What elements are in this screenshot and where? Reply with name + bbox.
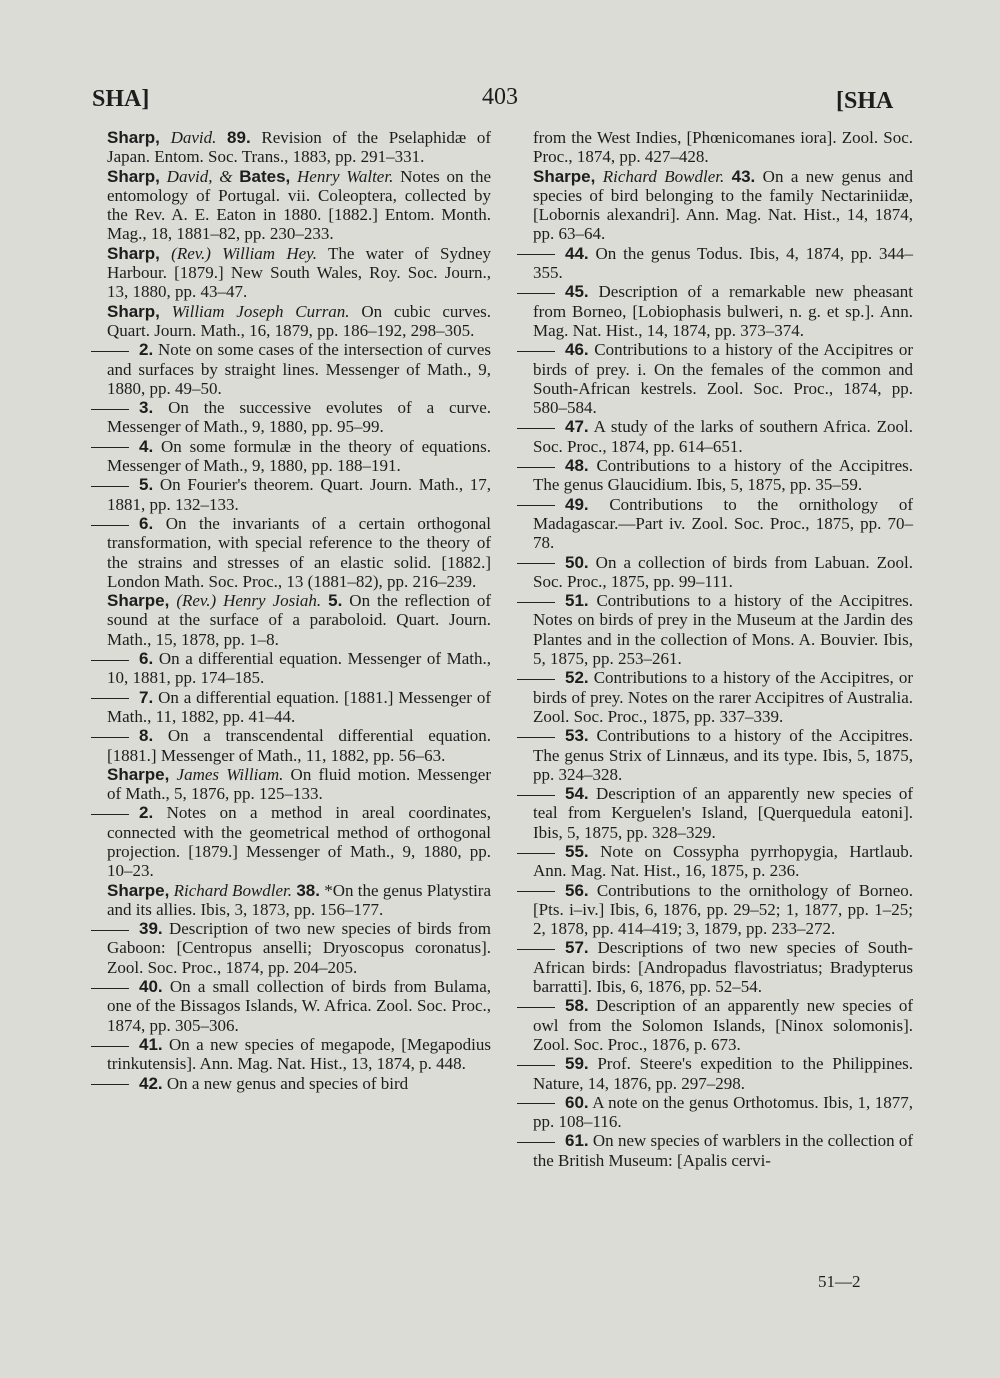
entry-text: A note on the genus Orthotomus. Ibis, 1, 1877, pp. 108–116. xyxy=(533,1092,913,1132)
ditto-dash xyxy=(91,525,129,526)
entry-text: Contributions to a history of the Accipitres. Notes on birds of prey in the Museum at the Jardin des Plantes and in the collection of Mons. A. Bouvier. Ibis, 5, 1875, pp. 253–261. xyxy=(533,591,913,669)
author-forenames: David, & xyxy=(166,166,233,186)
entry-number: 89. xyxy=(227,128,251,147)
entry-number: 2. xyxy=(139,340,154,360)
author-surname: Sharpe, xyxy=(107,591,170,611)
entry-text: On cubic curves. Quart. Journ. Math., 16, 1879, pp. 186–192, 298–305. xyxy=(107,301,492,340)
ditto-dash xyxy=(517,795,555,796)
entry-number: 48. xyxy=(565,456,589,476)
running-head-left: SHA] xyxy=(92,86,150,112)
signature-mark: 51—2 xyxy=(818,1272,861,1291)
entry-text: On some formulæ in the theory of equations. Messenger of Math., 9, 1880, pp. 188–191. xyxy=(107,436,491,476)
bibliography-entry xyxy=(107,591,491,649)
entry-text: On a new genus and species of bird belonging to the family Nectariniidæ, [Lobornis alexandri]. Ann. Mag. Nat. Hist., 14, 1874, pp. 63–64. xyxy=(533,166,914,244)
ditto-dash xyxy=(517,467,555,468)
bibliography-entry xyxy=(533,128,913,167)
entry-text: On a differential equation. Messenger of Math., 10, 1881, pp. 174–185. xyxy=(107,649,491,688)
bibliography-entry xyxy=(107,688,491,727)
bibliography-entry xyxy=(533,244,913,283)
entry-number: 60. xyxy=(565,1092,589,1112)
entry-text: On the successive evolutes of a curve. Messenger of Math., 9, 1880, pp. 95–99. xyxy=(107,398,492,437)
ditto-dash xyxy=(91,814,129,815)
entry-text: Contributions to a history of the Accipitres, or birds of prey. Notes on the rarer Accipitres of Australia. Zool. Soc. Proc., 1875, pp. 337–339. xyxy=(533,668,914,726)
right-column xyxy=(533,128,913,1170)
ditto-dash xyxy=(517,602,555,603)
bibliography-entry xyxy=(107,1074,491,1093)
entry-number: 44. xyxy=(565,243,589,263)
entry-text: *On the genus Platystira and its allies. Ibis, 3, 1873, pp. 156–177. xyxy=(107,880,491,919)
entry-text: Description of two new species of birds from Gaboon: [Centropus anselli; Dryoscopus coronatus]. Zool. Soc. Proc., 1874, pp. 204–205. xyxy=(107,919,491,977)
entry-number: 5. xyxy=(139,475,154,495)
ditto-dash xyxy=(517,949,555,950)
bibliography-entry xyxy=(107,437,491,476)
entry-text: Contributions to a history of the Accipitres. The genus Strix of Linnæus, and its type. Ibis, 5, 1875, pp. 324–328. xyxy=(533,726,913,784)
ditto-dash xyxy=(517,1007,555,1008)
ditto-dash xyxy=(517,1065,555,1066)
author-surname: Sharpe, xyxy=(107,764,170,784)
entry-number: 7. xyxy=(139,687,154,707)
entry-text: On the invariants of a certain orthogonal transformation, with special reference to the theory of the strains and stresses of an elastic solid. [1882.] London Math. Soc. Proc., 13 (1881–82), pp. 216–239. xyxy=(107,513,492,591)
ditto-dash xyxy=(91,698,129,699)
ditto-dash xyxy=(517,428,555,429)
author-forenames: James William. xyxy=(176,764,284,784)
bibliography-entry xyxy=(107,128,491,167)
author-surname: Sharp, xyxy=(107,243,160,263)
bibliography-entry xyxy=(533,340,913,417)
coauthor-forenames: Henry Walter. xyxy=(297,166,394,186)
bibliography-entry xyxy=(533,726,913,784)
bibliography-entry xyxy=(107,244,491,302)
bibliography-entry xyxy=(107,340,491,398)
entry-number: 46. xyxy=(565,340,589,360)
bibliography-entry xyxy=(533,456,913,495)
entry-text: Notes on a method in areal coordinates, connected with the geometrical method of orthogonal projection. [1879.] Messenger of Math., 9, 1880, pp. 10–23. xyxy=(107,803,492,881)
bibliography-entry xyxy=(107,726,491,765)
entry-number: 8. xyxy=(139,726,154,746)
author-forenames: William Joseph Curran. xyxy=(171,301,350,321)
entry-number: 2. xyxy=(139,803,154,823)
entry-text: Contributions to the ornithology of Madagascar.—Part iv. Zool. Soc. Proc., 1875, pp. 70–78. xyxy=(533,494,913,553)
entry-text: Description of an apparently new species of owl from the Solomon Islands, [Ninox solomonis]. Zool. Soc. Proc., 1876, p. 673. xyxy=(533,996,913,1054)
bibliography-entry xyxy=(107,302,491,341)
entry-number: 43. xyxy=(731,166,756,186)
bibliography-entry xyxy=(107,649,491,688)
entry-number: 56. xyxy=(565,880,589,900)
entry-text: Notes on the entomology of Portugal. vii. Coleoptera, collected by the Rev. A. E. Eaton in 1880. [1882.] Entom. Month. Mag., 18, 1881–82, pp. 230–233. xyxy=(107,166,492,244)
bibliography-entry xyxy=(533,784,913,842)
entry-number: 52. xyxy=(565,668,589,688)
entry-number: 51. xyxy=(565,591,589,611)
entry-number: 5. xyxy=(328,591,343,611)
entry-number: 47. xyxy=(565,417,589,437)
entry-number: 45. xyxy=(565,282,589,302)
entry-text: from the West Indies, [Phœnicomanes iora]. Zool. Soc. Proc., 1874, pp. 427–428. xyxy=(533,128,913,167)
bibliography-entry xyxy=(107,475,491,514)
entry-text: Note on some cases of the intersection of curves and surfaces by straight lines. Messenger of Math., 9, 1880, pp. 49–50. xyxy=(107,340,492,398)
entry-text: On the reflection of sound at the surface of a paraboloid. Quart. Journ. Math., 15, 1878, pp. 1–8. xyxy=(107,591,492,649)
entry-number: 3. xyxy=(139,398,154,418)
bibliography-entry xyxy=(533,881,913,939)
bibliography-entry xyxy=(533,996,913,1054)
entry-text: On new species of warblers in the collection of the British Museum: [Apalis cervi- xyxy=(533,1131,914,1170)
ditto-dash xyxy=(517,737,555,738)
entry-number: 6. xyxy=(139,513,154,533)
entry-text: On fluid motion. Messenger of Math., 5, 1876, pp. 125–133. xyxy=(107,764,492,804)
author-forenames: Richard Bowdler. xyxy=(602,166,725,186)
bibliography-entry xyxy=(107,167,491,244)
bibliography-entry xyxy=(107,514,491,591)
ditto-dash xyxy=(517,563,555,564)
bibliography-entry xyxy=(533,938,913,996)
entry-text: Description of an apparently new species of teal from Kerguelen's Island, [Querquedula eatoni]. Ibis, 5, 1875, pp. 328–329. xyxy=(533,784,913,842)
bibliography-entry xyxy=(533,495,913,553)
entry-number: 50. xyxy=(565,552,589,572)
ditto-dash xyxy=(91,737,129,738)
bibliography-entry xyxy=(533,842,913,881)
ditto-dash xyxy=(91,930,129,931)
author-surname: Sharpe, xyxy=(533,166,596,186)
entry-text: Prof. Steere's expedition to the Philippines. Nature, 14, 1876, pp. 297–298. xyxy=(533,1054,913,1093)
bibliography-entry xyxy=(533,668,913,726)
ditto-dash xyxy=(91,486,129,487)
entry-text: On a collection of birds from Labuan. Zool. Soc. Proc., 1875, pp. 99–111. xyxy=(533,552,914,591)
bibliography-entry xyxy=(533,553,913,592)
entry-number: 53. xyxy=(565,726,589,746)
author-surname: Sharpe, xyxy=(107,880,170,900)
entry-number: 58. xyxy=(565,996,589,1016)
entry-number: 61. xyxy=(565,1131,589,1151)
entry-number: 42. xyxy=(139,1073,163,1093)
ditto-dash xyxy=(91,409,129,410)
entry-text: The water of Sydney Harbour. [1879.] New South Wales, Roy. Soc. Journ., 13, 1880, pp. 43–47. xyxy=(107,243,492,302)
entry-text: On Fourier's theorem. Quart. Journ. Math., 17, 1881, pp. 132–133. xyxy=(107,475,491,514)
ditto-dash xyxy=(91,660,129,661)
bibliography-entry xyxy=(107,977,491,1035)
entry-number: 39. xyxy=(139,919,163,939)
ditto-dash xyxy=(91,1084,129,1085)
bibliography-entry xyxy=(533,282,913,340)
entry-number: 40. xyxy=(139,977,163,997)
bibliography-entry xyxy=(107,881,491,920)
bibliography-entry xyxy=(107,1035,491,1074)
bibliography-entry xyxy=(533,1093,913,1132)
entry-text: On the genus Todus. Ibis, 4, 1874, pp. 344–355. xyxy=(533,243,914,283)
ditto-dash xyxy=(517,679,555,680)
entry-number: 38. xyxy=(296,880,320,900)
ditto-dash xyxy=(517,1103,555,1104)
ditto-dash xyxy=(91,1046,129,1047)
author-forenames: (Rev.) Henry Josiah. xyxy=(176,591,322,611)
entry-text: Descriptions of two new species of South-African birds: [Andropadus flavostriatus; Bradypterus barratti]. Ibis, 6, 1876, pp. 52–54. xyxy=(533,938,913,997)
author-surname: Sharp, xyxy=(107,301,160,321)
coauthor-surname: Bates, xyxy=(239,166,291,186)
entry-text: On a new genus and species of bird xyxy=(166,1073,409,1093)
entry-number: 55. xyxy=(565,841,589,861)
ditto-dash xyxy=(517,505,555,506)
ditto-dash xyxy=(517,1142,555,1143)
bibliography-entry xyxy=(107,803,491,880)
bibliography-entry xyxy=(533,417,913,456)
entry-number: 54. xyxy=(565,784,589,804)
entry-text: On a new species of megapode, [Megapodius trinkutensis]. Ann. Mag. Nat. Hist., 13, 1874, p. 448. xyxy=(107,1034,492,1074)
bibliography-entry xyxy=(533,1131,913,1170)
ditto-dash xyxy=(517,293,555,294)
bibliography-entry xyxy=(107,765,491,804)
entry-text: Contributions to a history of the Accipitres or birds of prey. i. On the females of the common and South-African kestrels. Zool. Soc. Proc., 1874, pp. 580–584. xyxy=(533,340,914,418)
author-forenames: (Rev.) William Hey. xyxy=(171,243,317,263)
ditto-dash xyxy=(517,351,555,352)
left-column xyxy=(107,128,491,1093)
bibliography-entry xyxy=(533,167,913,244)
ditto-dash xyxy=(517,254,555,255)
ditto-dash xyxy=(91,351,129,352)
entry-text: Revision of the Pselaphidæ of Japan. Entom. Soc. Trans., 1883, pp. 291–331. xyxy=(107,128,492,167)
entry-text: Contributions to a history of the Accipitres. The genus Glaucidium. Ibis, 5, 1875, pp. 35–59. xyxy=(533,456,913,495)
entry-text: Contributions to the ornithology of Borneo. [Pts. i–iv.] Ibis, 6, 1876, pp. 29–52; 1, 1877, pp. 1–25; 2, 1878, pp. 414–419; 3, 1879, pp. 233–272. xyxy=(533,880,914,939)
entry-text: Description of a remarkable new pheasant from Borneo, [Lobiophasis bulweri, n. g. et sp.]. Ann. Mag. Nat. Hist., 14, 1874, pp. 373–374. xyxy=(533,282,913,340)
running-head-right: [SHA xyxy=(836,88,894,114)
author-forenames: David. xyxy=(170,128,217,147)
ditto-dash xyxy=(517,853,555,854)
entry-number: 6. xyxy=(139,649,154,669)
entry-number: 59. xyxy=(565,1054,589,1074)
bibliography-entry xyxy=(107,398,491,437)
bibliography-entry xyxy=(533,591,913,668)
entry-number: 4. xyxy=(139,436,154,456)
bibliography-entry xyxy=(533,1054,913,1093)
bibliography-entry xyxy=(107,919,491,977)
entry-number: 49. xyxy=(565,494,589,514)
entry-text: A study of the larks of southern Africa. Zool. Soc. Proc., 1874, pp. 614–651. xyxy=(533,417,913,456)
author-forenames: Richard Bowdler. xyxy=(173,880,293,900)
ditto-dash xyxy=(91,988,129,989)
entry-number: 57. xyxy=(565,938,589,958)
entry-text: On a small collection of birds from Bulama, one of the Bissagos Islands, W. Africa. Zool. Soc. Proc., 1874, pp. 305–306. xyxy=(107,977,492,1035)
author-surname: Sharp, xyxy=(107,166,160,186)
ditto-dash xyxy=(91,447,129,448)
entry-text: Note on Cossypha pyrrhopygia, Hartlaub. Ann. Mag. Nat. Hist., 16, 1875, p. 236. xyxy=(533,841,914,881)
author-surname: Sharp, xyxy=(107,128,160,147)
entry-text: On a differential equation. [1881.] Messenger of Math., 11, 1882, pp. 41–44. xyxy=(107,687,491,726)
entry-text: On a transcendental differential equation. [1881.] Messenger of Math., 11, 1882, pp. 56–63. xyxy=(107,726,491,765)
page-number: 403 xyxy=(482,84,518,110)
ditto-dash xyxy=(517,891,555,892)
entry-number: 41. xyxy=(139,1034,163,1054)
